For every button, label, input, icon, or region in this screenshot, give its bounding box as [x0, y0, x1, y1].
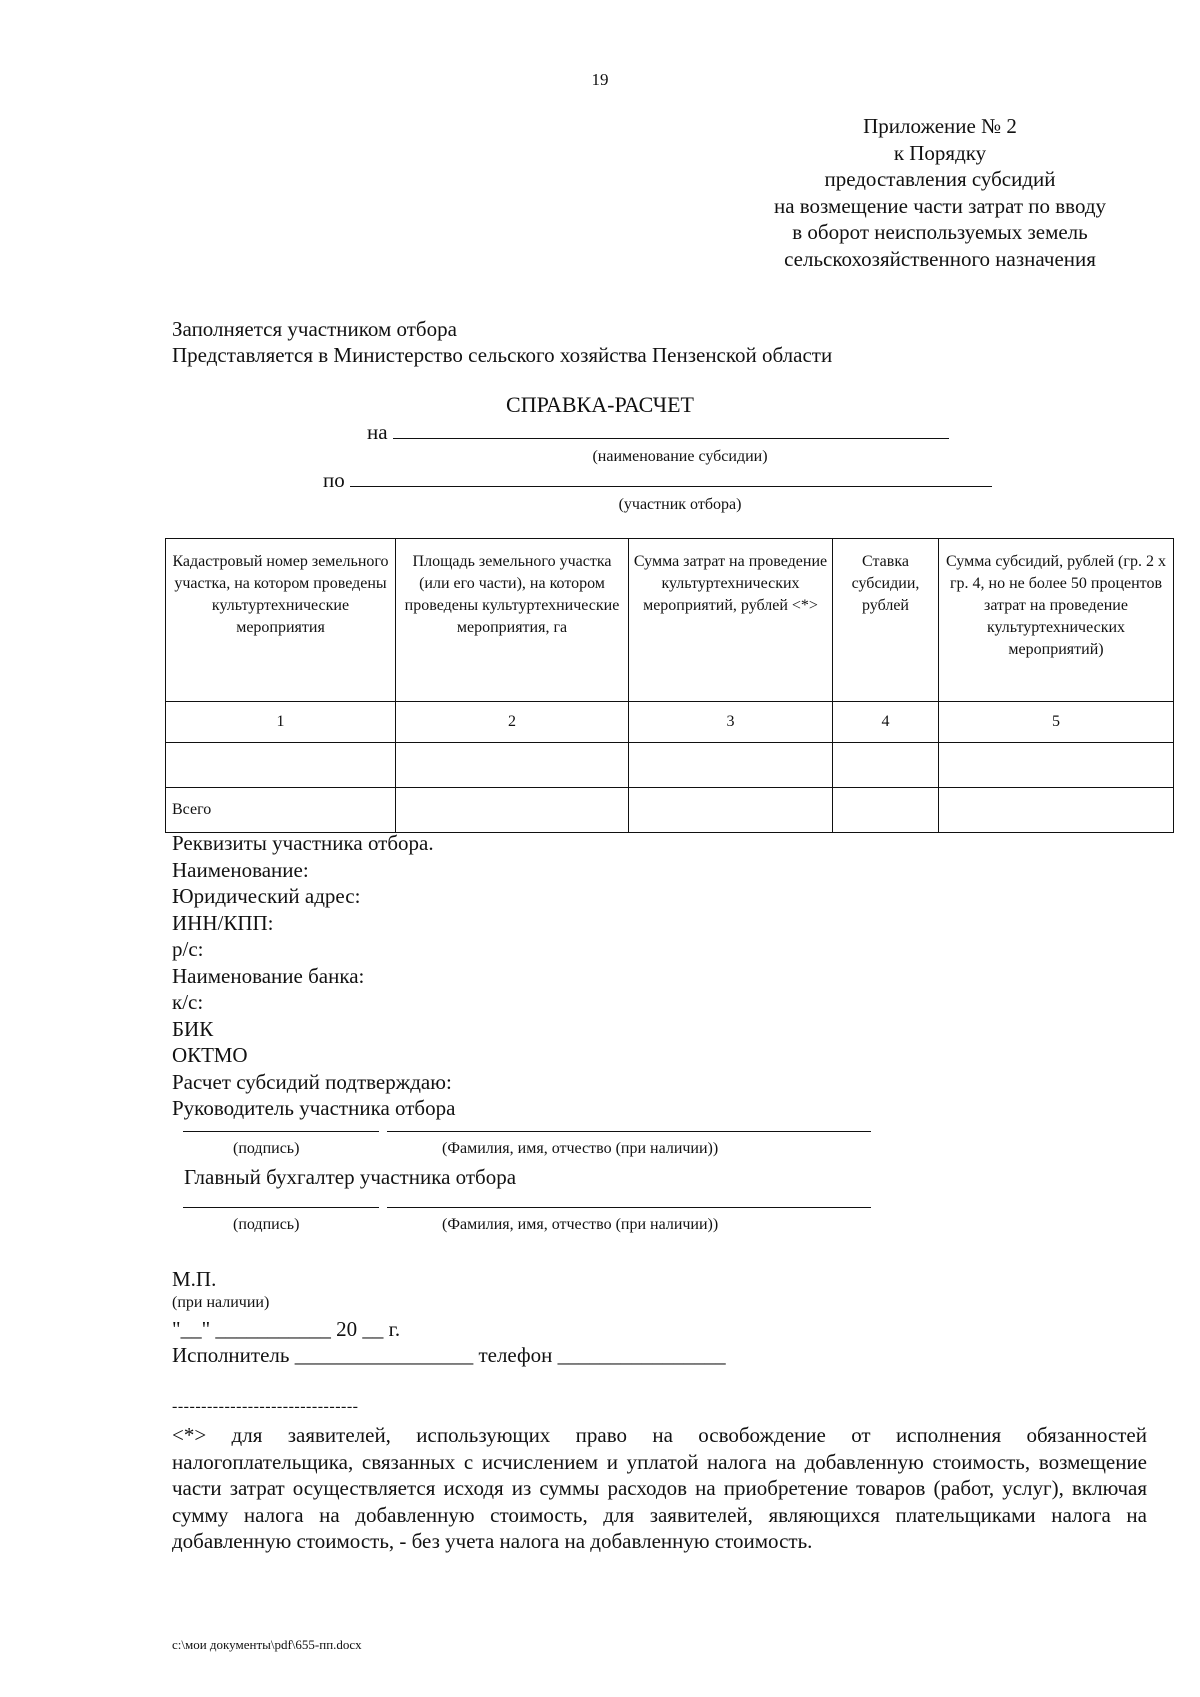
- table-cell[interactable]: [629, 743, 833, 788]
- table-header-row: [166, 539, 1174, 702]
- submitted-to-note: Представляется в Министерство сельского хозяйства Пензенской области: [172, 343, 833, 367]
- page-number: 19: [591, 70, 609, 89]
- confirm-label: Расчет субсидий подтверждаю:: [172, 1069, 452, 1094]
- appendix-line: сельскохозяйственного назначения: [784, 246, 1096, 271]
- accountant-signature-line[interactable]: [183, 1206, 379, 1208]
- appendix-line: Приложение № 2: [863, 114, 1017, 138]
- requisite-legal-address: Юридический адрес:: [172, 884, 361, 908]
- executor-line: Исполнитель _________________ телефон ________________: [172, 1343, 726, 1367]
- requisite-account: р/с:: [172, 937, 204, 961]
- table-cell[interactable]: [939, 788, 1174, 833]
- table-cell[interactable]: [833, 743, 939, 788]
- subsidy-name-caption: (наименование субсидии): [592, 448, 768, 465]
- column-number: 3: [629, 702, 833, 743]
- table-cell[interactable]: [396, 743, 629, 788]
- table-cell[interactable]: [166, 743, 396, 788]
- requisite-bik: БИК: [172, 1016, 214, 1041]
- accountant-name-caption: (Фамилия, имя, отчество (при наличии)): [442, 1216, 719, 1233]
- requisite-name: Наименование:: [172, 857, 309, 882]
- date-line: "__" ___________ 20 __ г.: [172, 1317, 401, 1341]
- table-cell[interactable]: [939, 743, 1174, 788]
- column-header: Кадастровый номер земельного участка, на котором проведены культуртехнические мероприятия: [166, 539, 396, 702]
- accountant-signature-caption: (подпись): [233, 1216, 300, 1233]
- subsidy-name-blank[interactable]: [393, 420, 949, 439]
- appendix-line: в оборот неиспользуемых земель: [792, 220, 1088, 244]
- column-number: 1: [166, 702, 396, 743]
- requisite-oktmo: ОКТМО: [172, 1043, 248, 1067]
- column-number-row: [166, 702, 1174, 743]
- stamp-note: (при наличии): [172, 1294, 270, 1311]
- column-header: Сумма субсидий, рублей (гр. 2 x гр. 4, но не более 50 процентов затрат на проведение культуртехнических мероприятий): [939, 539, 1174, 702]
- by-label: по: [323, 468, 345, 492]
- participant-blank[interactable]: [350, 468, 992, 487]
- total-row: [166, 788, 1174, 833]
- head-signature-caption: (подпись): [233, 1140, 300, 1157]
- total-label: Всего: [166, 788, 396, 833]
- head-name-line[interactable]: [387, 1130, 871, 1132]
- head-signature-line[interactable]: [183, 1130, 379, 1132]
- participant-caption: (участник отбора): [618, 496, 742, 513]
- on-label: на: [367, 420, 388, 444]
- accountant-label: Главный бухгалтер участника отбора: [184, 1165, 517, 1189]
- table-cell[interactable]: [396, 788, 629, 833]
- footnote-separator: --------------------------------: [172, 1398, 359, 1415]
- footnote: <*> для заявителей, использующих право на освобождение от исполнения обязанностей налогоплательщика, связанных с исчислением и уплатой налога на добавленную стоимость, возмещение части затрат осуществляется исходя из суммы расходов на приобретение товаров (работ, услуг), включая сумму налога на добавленную стоимость, для заявителей, являющихся плательщиками налога на добавленную стоимость, - без учета налога на добавленную стоимость.: [172, 1423, 1147, 1553]
- requisites-block: [172, 830, 455, 1122]
- requisite-bank-name: Наименование банка:: [172, 963, 365, 988]
- calculation-table: [165, 538, 1174, 833]
- table-row: [166, 743, 1174, 788]
- accountant-name-line[interactable]: [387, 1206, 871, 1208]
- filled-by-note: Заполняется участником отбора: [172, 317, 457, 341]
- column-number: 5: [939, 702, 1174, 743]
- subsidy-name-row: [367, 420, 949, 445]
- appendix-line: предоставления субсидий: [824, 167, 1056, 191]
- head-name-caption: (Фамилия, имя, отчество (при наличии)): [442, 1140, 719, 1157]
- column-number: 2: [396, 702, 629, 743]
- table-cell[interactable]: [629, 788, 833, 833]
- head-label: Руководитель участника отбора: [172, 1096, 456, 1120]
- requisite-corr-account: к/с:: [172, 990, 204, 1014]
- appendix-line: на возмещение части затрат по вводу: [773, 193, 1107, 218]
- column-number: 4: [833, 702, 939, 743]
- file-path: c:\мои документы\pdf\655-пп.docx: [172, 1637, 362, 1652]
- column-header: Ставка субсидии, рублей: [833, 539, 939, 702]
- appendix-line: к Порядку: [893, 140, 987, 165]
- table-cell[interactable]: [833, 788, 939, 833]
- stamp-label: М.П.: [172, 1267, 217, 1291]
- appendix-block: [720, 113, 1160, 272]
- requisites-heading: Реквизиты участника отбора.: [172, 831, 434, 855]
- column-header: Сумма затрат на проведение культуртехнических мероприятий, рублей <*>: [629, 539, 833, 702]
- document-title: СПРАВКА-РАСЧЕТ: [506, 392, 694, 417]
- column-header: Площадь земельного участка (или его части), на котором проведены культуртехнические мероприятия, га: [396, 539, 629, 702]
- requisite-inn-kpp: ИНН/КПП:: [172, 910, 274, 935]
- participant-row: [323, 468, 992, 493]
